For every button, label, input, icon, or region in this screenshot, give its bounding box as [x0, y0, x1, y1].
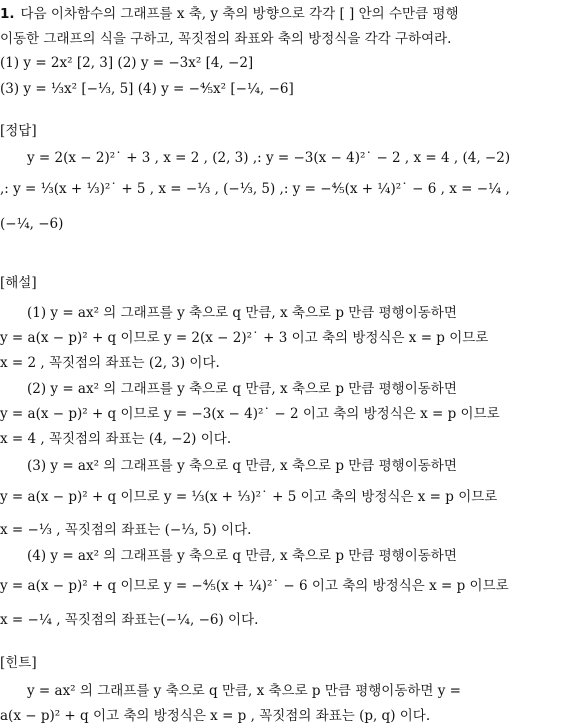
problem-number: 1. — [0, 6, 15, 22]
problem-statement-text-1: 다음 이차함수의 그래프를 x 축, y 축의 방향으로 각각 [ ] 안의 수만큼 평행 — [20, 6, 459, 22]
explanation-p3-line-1: (3) y = ax² 의 그래프를 y 축으로 q 만큼, x 축으로 p 만큼 평행이동하면 — [27, 458, 457, 474]
problem-statement-line-2: 이동한 그래프의 식을 구하고, 꼭짓점의 좌표와 축의 방정식을 각각 구하여라. — [0, 31, 452, 47]
explanation-p1-line-1: (1) y = ax² 의 그래프를 y 축으로 q 만큼, x 축으로 p 만큼 평행이동하면 — [27, 305, 457, 321]
explanation-header: [해설] — [0, 275, 37, 291]
explanation-p4-line-2: y = a(x − p)² + q 이므로 y = −⅘(x + ¼)²˙ − 6 이고 축의 방정식은 x = p 이므로 — [0, 578, 509, 594]
explanation-p1-line-2: y = a(x − p)² + q 이므로 y = 2(x − 2)²˙ + 3 이고 축의 방정식은 x = p 이므로 — [0, 330, 489, 346]
problem-items-line-1: (1) y = 2x² [2, 3] (2) y = −3x² [4, −2] — [0, 55, 254, 71]
hint-header: [힌트] — [0, 655, 37, 671]
explanation-p4-line-1: (4) y = ax² 의 그래프를 y 축으로 q 만큼, x 축으로 p 만큼 평행이동하면 — [27, 548, 457, 564]
explanation-p2-line-1: (2) y = ax² 의 그래프를 y 축으로 q 만큼, x 축으로 p 만큼 평행이동하면 — [27, 381, 457, 397]
answer-header: [정답] — [0, 123, 37, 139]
answer-line-2: ,: y = ⅓(x + ⅓)²˙ + 5 , x = −⅓ , (−⅓, 5) ,: y = −⅘(x + ¼)²˙ − 6 , x = −¼ , — [0, 181, 510, 197]
explanation-p3-line-3: x = −⅓ , 꼭짓점의 좌표는 (−⅓, 5) 이다. — [0, 522, 252, 538]
problem-statement-line-1 — [0, 8, 459, 22]
explanation-p4-line-3: x = −¼ , 꼭짓점의 좌표는(−¼, −6) 이다. — [0, 612, 259, 628]
answer-line-3: (−¼, −6) — [0, 216, 64, 232]
hint-line-2: a(x − p)² + q 이고 축의 방정식은 x = p , 꼭짓점의 좌표는 (p, q) 이다. — [0, 708, 431, 724]
explanation-p1-line-3: x = 2 , 꼭짓점의 좌표는 (2, 3) 이다. — [0, 355, 220, 371]
explanation-p3-line-2: y = a(x − p)² + q 이므로 y = ⅓(x + ⅓)²˙ + 5 이고 축의 방정식은 x = p 이므로 — [0, 489, 498, 505]
explanation-p2-line-3: x = 4 , 꼭짓점의 좌표는 (4, −2) 이다. — [0, 431, 232, 447]
explanation-p2-line-2: y = a(x − p)² + q 이므로 y = −3(x − 4)²˙ − 2 이고 축의 방정식은 x = p 이므로 — [0, 406, 500, 422]
answer-line-1: y = 2(x − 2)²˙ + 3 , x = 2 , (2, 3) ,: y = −3(x − 4)²˙ − 2 , x = 4 , (4, −2) — [27, 150, 511, 166]
hint-line-1: y = ax² 의 그래프를 y 축으로 q 만큼, x 축으로 p 만큼 평행이동하면 y = — [27, 683, 461, 699]
problem-items-line-2: (3) y = ⅓x² [−⅓, 5] (4) y = −⅘x² [−¼, −6] — [0, 81, 294, 97]
